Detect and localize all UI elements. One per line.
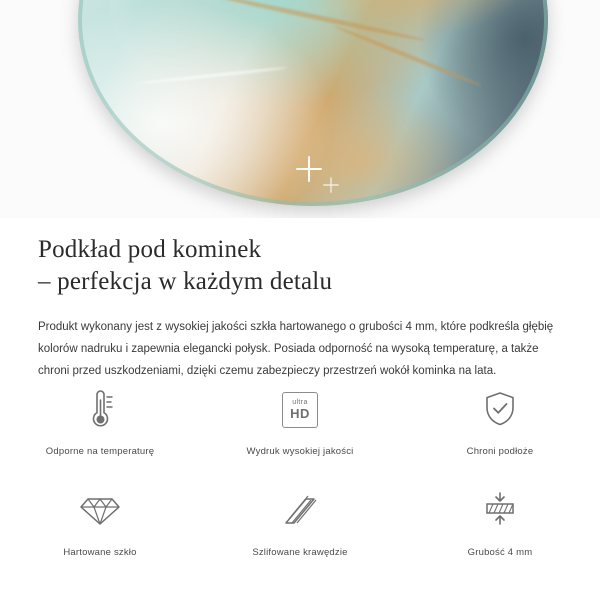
headline-line-1: Podkład pod kominek	[38, 236, 262, 263]
thickness-icon	[479, 487, 521, 535]
description-paragraph: Produkt wykonany jest z wysokiej jakości szkła hartowanego o grubości 4 mm, które podkreśla głębię kolorów nadruku i zapewnia elegancki połysk. Posiada odporność na wysoką temperaturę, a także chroni przed uszkodzeniami, dzięki czemu zabezpieczy przestrzeń wokół kominka na lata.	[38, 321, 554, 377]
feature-item-print-quality	[200, 386, 400, 457]
feature-grid	[0, 386, 600, 558]
ultra-hd-badge-top: ultra	[292, 399, 308, 406]
thermometer-icon	[80, 386, 120, 434]
headline-line-2: – perfekcja w każdym detalu	[38, 268, 333, 295]
feature-row-1	[0, 386, 600, 457]
hero-image	[0, 0, 600, 218]
feature-label: Szlifowane krawędzie	[252, 547, 348, 558]
ultra-hd-badge-bottom: HD	[290, 406, 310, 421]
feature-item-surface-protection	[400, 386, 600, 457]
feature-label: Grubość 4 mm	[467, 547, 533, 558]
feature-label: Wydruk wysokiej jakości	[246, 446, 354, 457]
feature-label: Odporne na temperaturę	[45, 446, 155, 457]
feature-item-tempered-glass	[0, 487, 200, 558]
feature-label: Hartowane szkło	[63, 547, 137, 558]
text-content	[0, 218, 600, 382]
feature-row-2	[0, 487, 600, 558]
page-title	[0, 218, 600, 298]
shield-check-icon	[480, 386, 520, 434]
feature-label: Chroni podłoże	[466, 446, 534, 457]
polished-edge-icon	[280, 487, 320, 535]
ultra-hd-icon	[282, 386, 318, 434]
feature-item-polished-edges	[200, 487, 400, 558]
diamond-icon	[79, 487, 121, 535]
feature-item-thickness	[400, 487, 600, 558]
feature-item-temperature	[0, 386, 200, 457]
